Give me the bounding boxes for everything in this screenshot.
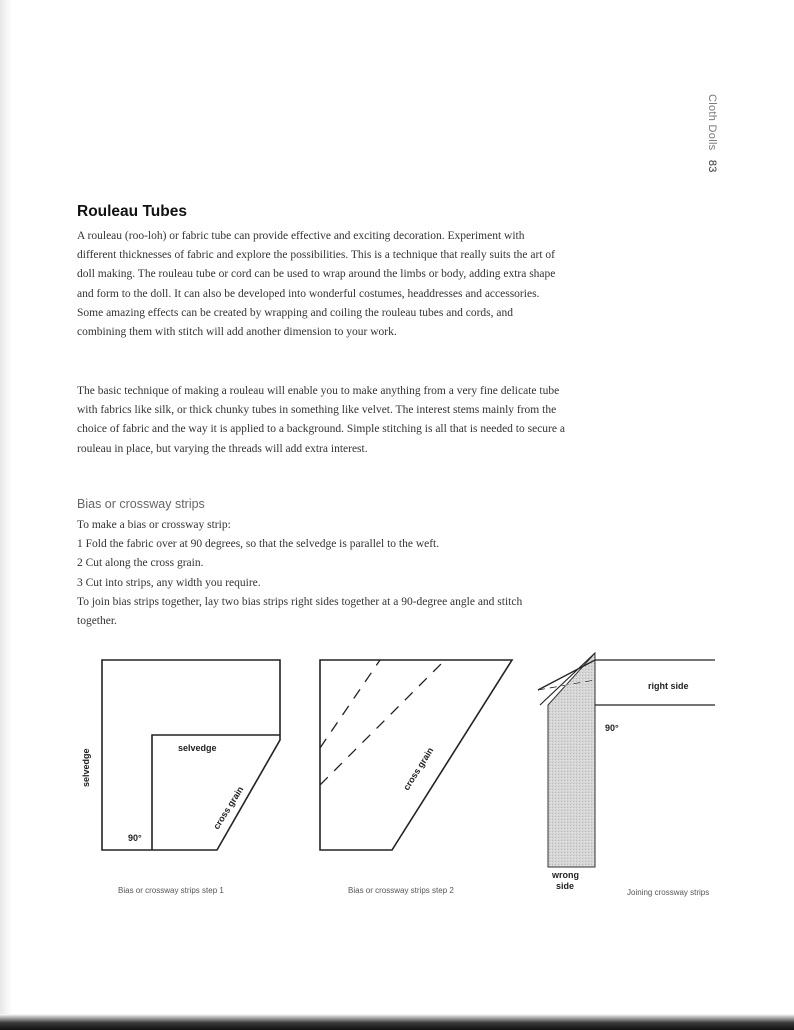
instruction-step: 1 Fold the fabric over at 90 degrees, so that the selvedge is parallel to the weft. xyxy=(77,538,440,551)
technique-paragraph: The basic technique of making a rouleau will enable you to make anything from a very fine delicate tube with fabrics like silk, or thick chunky tubes in something like velvet. The interest stems mainly from the choice of fabric and the way it is applied to a background. Simple stitching is all that is needed to secure a rouleau in place, but varying the threads will add extra interest. xyxy=(77,385,565,455)
instruction-step: 3 Cut into strips, any width you require. xyxy=(77,576,261,589)
figure-bias-step-1 xyxy=(70,645,300,890)
running-head-title: Cloth Dolls xyxy=(706,94,718,151)
subsection-title: Bias or crossway strips xyxy=(77,497,205,511)
instructions-intro: To make a bias or crossway strip: xyxy=(77,519,231,531)
running-head xyxy=(706,94,718,174)
angle-label: 90° xyxy=(605,723,619,733)
figure-bias-step-2 xyxy=(310,645,525,890)
page-gutter-shadow xyxy=(0,0,12,1030)
selvedge-inner-label: selvedge xyxy=(178,743,217,753)
instructions-joining: To join bias strips together, lay two bias strips right sides together at a 90-degree angle and stitch together. xyxy=(77,595,523,628)
cross-grain-label: cross grain xyxy=(211,784,246,832)
cross-grain-label: cross grain xyxy=(401,745,436,793)
instructions xyxy=(77,516,557,631)
angle-label: 90° xyxy=(128,833,142,843)
fabric-outline xyxy=(102,660,280,850)
right-side-label: right side xyxy=(648,681,689,691)
page-bottom-shadow xyxy=(0,1014,794,1030)
wrong-side-strip xyxy=(548,653,595,867)
wrong-side-label: side xyxy=(556,881,575,891)
bias-triangle xyxy=(320,660,512,850)
page-number: 83 xyxy=(706,159,718,173)
instruction-step: 2 Cut along the cross grain. xyxy=(77,557,204,570)
figure-joining-strips xyxy=(510,645,725,895)
figure-caption: Joining crossway strips xyxy=(627,888,710,897)
figure-caption: Bias or crossway strips step 1 xyxy=(118,886,224,895)
selvedge-label: selvedge xyxy=(81,748,91,787)
intro-paragraph: A rouleau (roo-loh) or fabric tube can provide effective and exciting decoration. Experiment with different thicknesses of fabric and explore the possibilities. This is a technique that really suits the art of doll making. The rouleau tube or cord can be used to wrap around the limbs or body, adding extra shape and form to the doll. It can also be developed into wonderful costumes, headdresses and accessories. Some amazing effects can be created by wrapping and coiling the rouleau tubes and cords, and combining them with stitch will add another dimension to your work. xyxy=(77,230,556,339)
wrong-side-label: wrong xyxy=(552,870,579,880)
figure-caption: Bias or crossway strips step 2 xyxy=(348,886,454,895)
cutting-line xyxy=(320,660,380,748)
section-title: Rouleau Tubes xyxy=(77,203,187,220)
cutting-line xyxy=(320,660,445,785)
